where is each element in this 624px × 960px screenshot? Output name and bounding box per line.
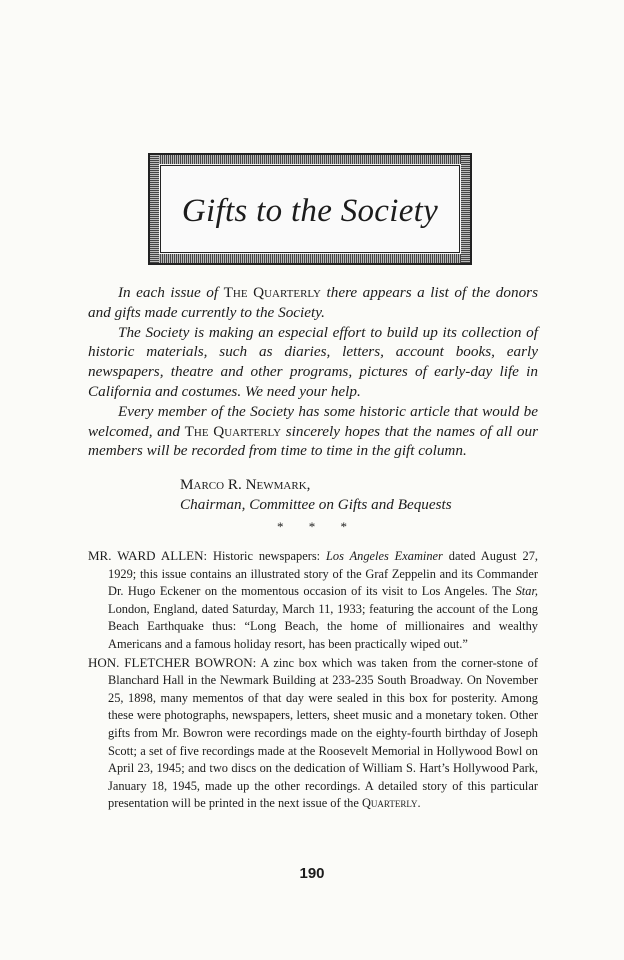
signature-name: Marco R. Newmark, <box>180 476 311 493</box>
quarterly-name: The Quarterly <box>223 284 321 301</box>
intro-paragraph-3: Every member of the Society has some historic article that would be welcomed, and The Quarterly sincerely hopes that the names of all our members will be recorded from time to time in the gift column. <box>88 402 538 460</box>
quarterly-name: The Quarterly <box>184 422 282 440</box>
quarterly-name: Quarterly. <box>361 796 421 811</box>
intro-paragraph-2: The Society is making an especial effort to build up its collection of historic materials, such as diaries, letters, account books, early newspapers, theatre and other programs, pictures of early-day life in California and costumes. We need your help. <box>88 323 538 400</box>
gift-list <box>88 547 538 813</box>
intro-section <box>88 283 538 461</box>
gift-entry: MR. WARD ALLEN: Historic newspapers: Los Angeles Examiner dated August 27, 1929; this issue contains an illustrated story of the Graf Zeppelin and its Commander Dr. Hugo Eckener on the momentous occasion of its visit to Los Angeles. The Star, London, England, dated Saturday, March 11, 1933; featuring the account of the Long Beach Earthquake thus: “Long Beach, the home of millionaires and wealthy Americans and a famous holiday resort, has been practically wiped out.” <box>88 548 538 651</box>
donor-name: HON. FLETCHER BOWRON: <box>88 654 257 670</box>
section-separator: * * * <box>277 519 347 534</box>
signature-title: Chairman, Committee on Gifts and Bequests <box>180 496 452 513</box>
intro-paragraph-1: In each issue of The Quarterly there appears a list of the donors and gifts made currently to the Society. <box>88 284 538 321</box>
donor-name: MR. WARD ALLEN: <box>88 548 208 563</box>
frame-border-top <box>150 155 470 164</box>
page-title: Gifts to the Society <box>181 193 439 229</box>
title-frame <box>148 153 472 265</box>
gift-entry: HON. FLETCHER BOWRON: A zinc box which was taken from the corner-stone of Blanchard Hall in the Newmark Building at 233-235 South Broadway. On November 25, 1898, many mementos of that day were sealed in this box for posterity. Among these were photographs, newspapers, letters, sheet music and a monetary token. Other gifts from Mr. Bowron were recordings made on the eighty-fourth birthday of Joseph Scott; a set of five recordings made at the Roosevelt Memorial in Hollywood Bowl on April 23, 1945; and two discs on the dedication of William S. Hart’s Hollywood Park, January 18, 1945, made up the other recordings. A detailed story of this particular presentation will be printed in the next issue of the Quarterly. <box>88 654 538 811</box>
frame-border-bottom <box>150 254 470 263</box>
page-number: 190 <box>299 865 325 882</box>
